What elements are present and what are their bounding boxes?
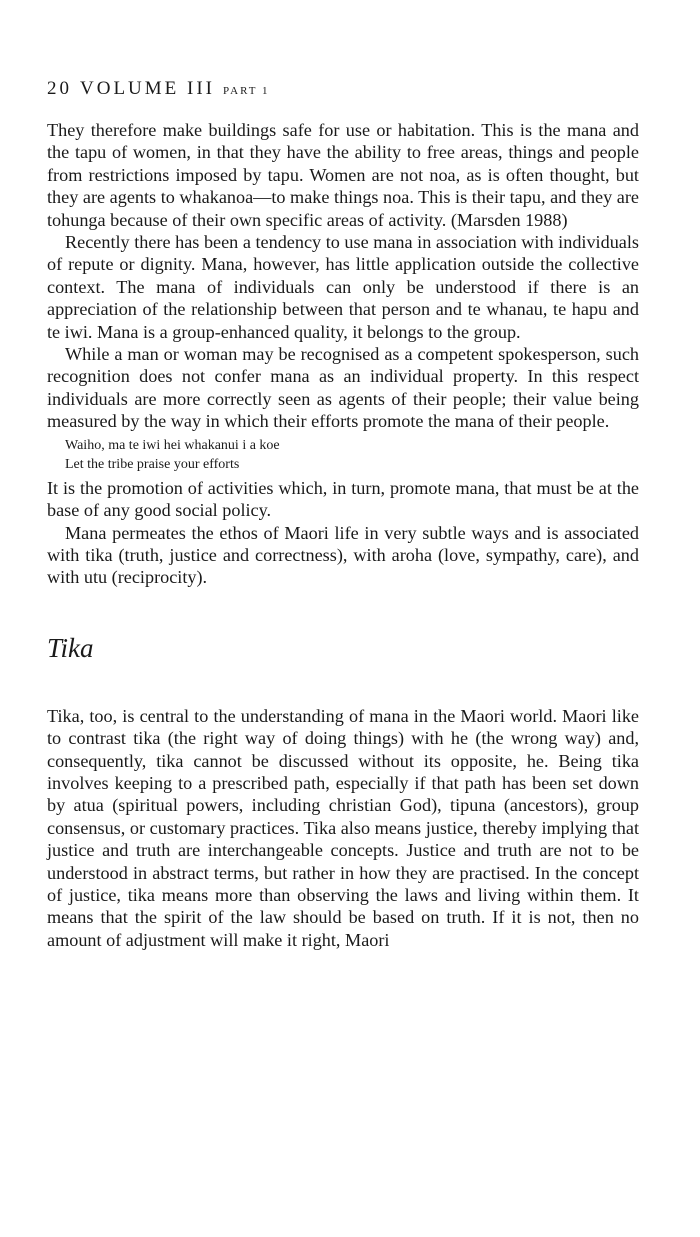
running-head [47, 78, 639, 102]
paragraph: While a man or woman may be recognised as a competent spokesperson, such recognition does not confer mana as an individual property. In this respect individuals are more correctly seen as agents of their people; their value being measured by the way in which their efforts promote the mana of their people. [47, 344, 639, 432]
part-label: PART 1 [223, 85, 270, 97]
section-heading: Tika [47, 632, 94, 663]
proverb-quote [65, 436, 639, 474]
paragraph: They therefore make buildings safe for use or habitation. This is the mana and the tapu of women, in that they have the ability to free areas, things and people from restrictions imposed by tapu. Women are not noa, as is often thought, but they are agents to whakanoa—to make things noa. This is their tapu, and they are tohunga because of their own specific areas of activity. (Marsden 1988) [47, 120, 639, 230]
paragraph: Recently there has been a tendency to use mana in association with individuals of repute or dignity. Mana, however, has little application outside the collective context. The mana of individuals can only be understood if there is an appreciation of the relationship between that person and te whanau, te hapu and te iwi. Mana is a group-enhanced quality, it belongs to the group. [47, 232, 639, 342]
volume-label: VOLUME III [80, 78, 216, 99]
page-number: 20 [47, 78, 72, 99]
paragraph: Mana permeates the ethos of Maori life in very subtle ways and is associated with tika (truth, justice and correctness), with aroha (love, sympathy, care), and with utu (reciprocity). [47, 522, 639, 588]
proverb-english: Let the tribe praise your efforts [65, 456, 240, 472]
paragraph: Tika, too, is central to the understanding of mana in the Maori world. Maori like to contrast tika (the right way of doing things) with he (the wrong way) and, consequently, tika cannot be discussed without its opposite, he. Being tika involves keeping to a prescribed path, especially if that path has been set down by atua (spiritual powers, including christian God), tipuna (ancestors), group consensus, or customary practices. Tika also means justice, thereby implying that justice and truth are interchangeable concepts. Justice and truth are not to be understood in abstract terms, but rather in how they are practised. In the concept of justice, tika means more than observing the laws and living within them. It means that the spirit of the law should be based on truth. If it is not, then no amount of adjustment will make it right, Maori [47, 705, 639, 950]
body-text [47, 119, 639, 951]
book-page [47, 78, 639, 951]
proverb-maori: Waiho, ma te iwi hei whakanui i a koe [65, 437, 280, 453]
paragraph: It is the promotion of activities which, in turn, promote mana, that must be at the base of any good social policy. [47, 477, 639, 521]
